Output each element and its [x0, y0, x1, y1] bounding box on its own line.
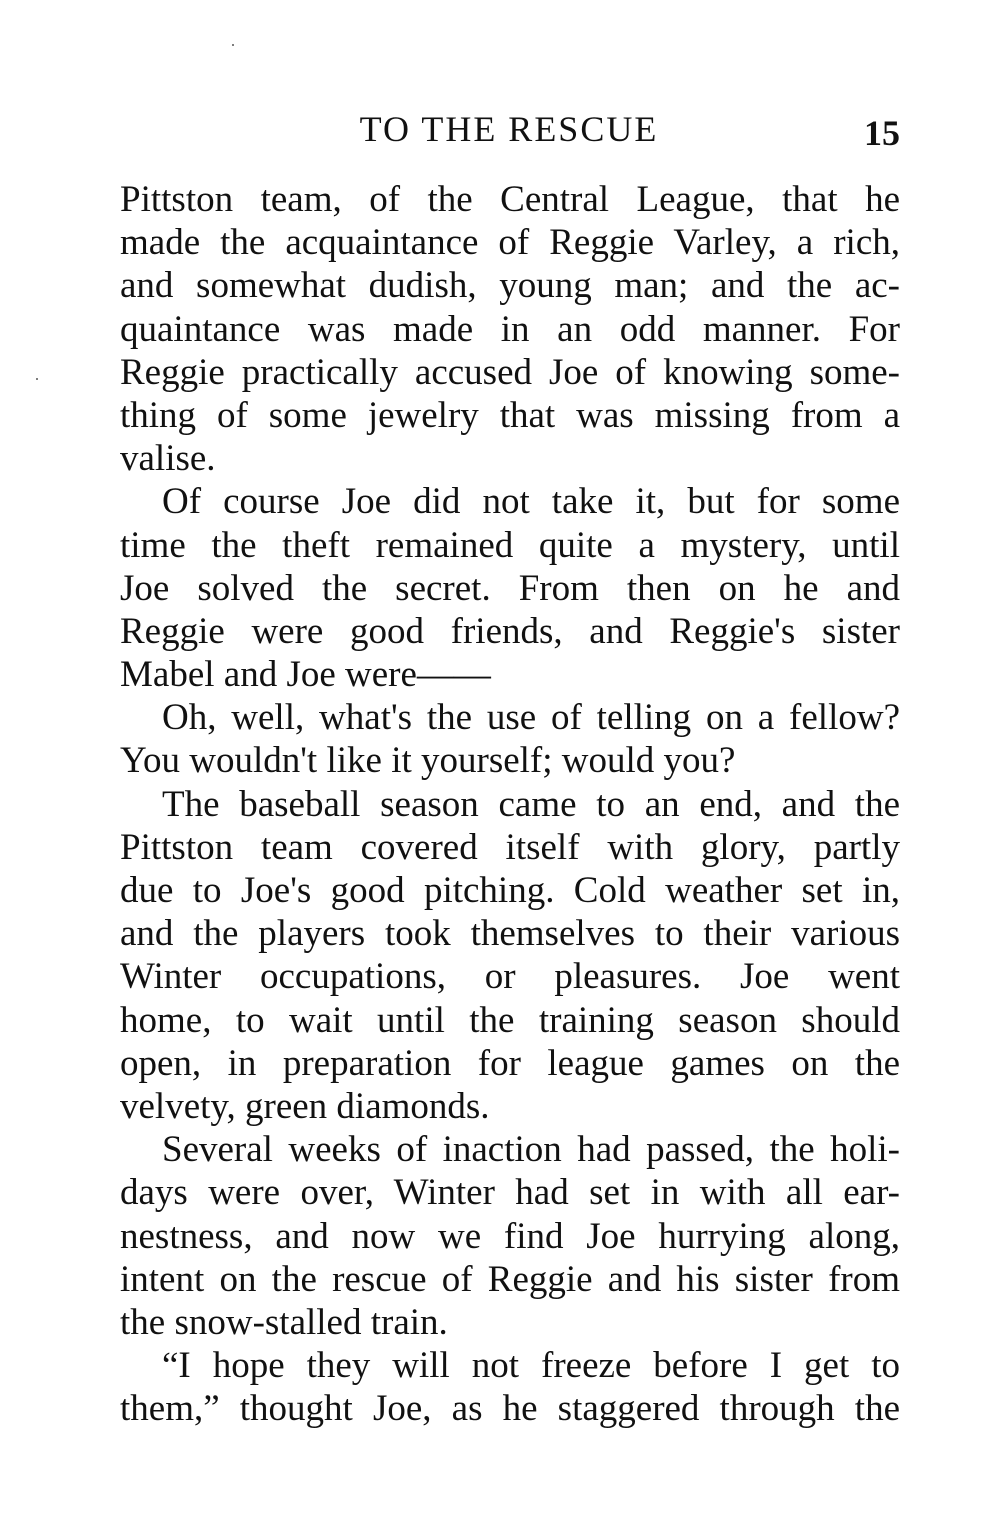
body-text — [120, 178, 900, 1430]
running-head: TO THE RESCUE — [359, 109, 659, 149]
text-line: velvety, green diamonds. — [120, 1085, 490, 1127]
text-line: the snow-stalled train. — [120, 1301, 448, 1343]
text-line: Several weeks of inaction had passed, the holi- — [162, 1129, 900, 1171]
text-line: intent on the rescue of Reggie and his sister from — [120, 1258, 900, 1300]
text-line: made the acquaintance of Reggie Varley, a rich, — [120, 222, 900, 264]
text-line: home, to wait until the training season should — [120, 999, 900, 1041]
text-line: Reggie were good friends, and Reggie's sister — [120, 610, 900, 652]
text-line: quaintance was made in an odd manner. For — [120, 308, 900, 350]
text-line: Oh, well, what's the use of telling on a fellow? — [162, 697, 900, 739]
text-line: and the players took themselves to their various — [120, 913, 900, 955]
scan-speck — [36, 378, 38, 380]
text-line: Mabel and Joe were—— — [120, 654, 491, 696]
text-line: Joe solved the secret. From then on he and — [120, 567, 900, 609]
text-line: Pittston team, of the Central League, that he — [120, 179, 900, 220]
text-line: “I hope they will not freeze before I get to — [162, 1345, 900, 1387]
text-line: valise. — [120, 438, 216, 480]
text-line: Of course Joe did not take it, but for some — [162, 481, 900, 523]
text-line: Pittston team covered itself with glory, partly — [120, 826, 900, 868]
text-line: days were over, Winter had set in with all ear- — [120, 1172, 900, 1214]
text-line: Winter occupations, or pleasures. Joe went — [120, 956, 900, 998]
text-line: nestness, and now we find Joe hurrying along, — [120, 1215, 900, 1257]
text-line: Reggie practically accused Joe of knowing some- — [120, 351, 900, 393]
text-line: thing of some jewelry that was missing from a — [120, 394, 900, 436]
page-header — [118, 108, 900, 158]
page-number: 15 — [864, 113, 900, 153]
scan-speck — [232, 44, 234, 46]
text-line: and somewhat dudish, young man; and the ac- — [120, 265, 900, 307]
text-line: open, in preparation for league games on the — [120, 1042, 900, 1084]
text-line: due to Joe's good pitching. Cold weather set in, — [120, 870, 900, 911]
text-line: The baseball season came to an end, and the — [162, 783, 900, 825]
text-line: them,” thought Joe, as he staggered through the — [120, 1388, 900, 1430]
text-line: time the theft remained quite a mystery, until — [120, 524, 900, 566]
text-line: You wouldn't like it yourself; would you? — [120, 740, 736, 782]
